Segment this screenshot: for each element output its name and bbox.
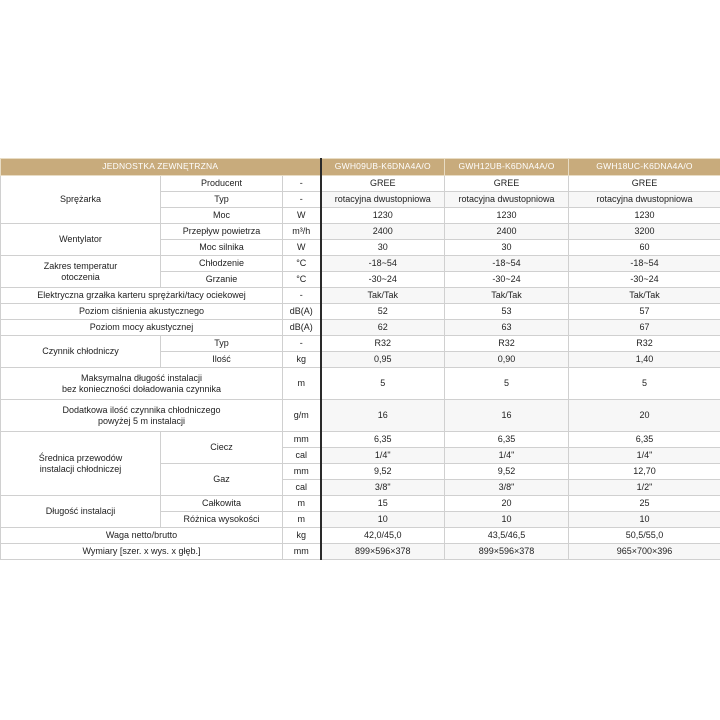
value-cell: 899×596×378 bbox=[321, 544, 445, 560]
value-cell: rotacyjna dwustopniowa bbox=[321, 192, 445, 208]
unit-cell: - bbox=[283, 288, 321, 304]
value-cell: 1230 bbox=[569, 208, 720, 224]
table-row bbox=[1, 368, 720, 400]
unit-cell: m bbox=[283, 496, 321, 512]
unit-cell: cal bbox=[283, 480, 321, 496]
param-label: Różnica wysokości bbox=[161, 512, 283, 528]
value-cell: 67 bbox=[569, 320, 720, 336]
table-row bbox=[1, 176, 720, 192]
value-cell: GREE bbox=[321, 176, 445, 192]
value-cell: 20 bbox=[569, 400, 720, 432]
value-cell: 1/4" bbox=[445, 448, 569, 464]
unit-cell: mm bbox=[283, 544, 321, 560]
unit-cell: dB(A) bbox=[283, 304, 321, 320]
value-cell: 5 bbox=[445, 368, 569, 400]
value-cell: 6,35 bbox=[321, 432, 445, 448]
row-group-label: Zakres temperatur otoczenia bbox=[1, 256, 161, 288]
row-label: Elektryczna grzałka karteru sprężarki/tacy ociekowej bbox=[1, 288, 283, 304]
value-cell: 63 bbox=[445, 320, 569, 336]
value-cell: 16 bbox=[321, 400, 445, 432]
value-cell: Tak/Tak bbox=[321, 288, 445, 304]
row-group-label: Średnica przewodów instalacji chłodniczej bbox=[1, 432, 161, 496]
table-row bbox=[1, 224, 720, 240]
table-row bbox=[1, 496, 720, 512]
unit-cell: °C bbox=[283, 256, 321, 272]
value-cell: -18~54 bbox=[321, 256, 445, 272]
unit-cell: mm bbox=[283, 432, 321, 448]
value-cell: -30~24 bbox=[569, 272, 720, 288]
value-cell: 50,5/55,0 bbox=[569, 528, 720, 544]
unit-cell: g/m bbox=[283, 400, 321, 432]
row-group-label: Sprężarka bbox=[1, 176, 161, 224]
unit-cell: W bbox=[283, 240, 321, 256]
value-cell: 30 bbox=[445, 240, 569, 256]
value-cell: 5 bbox=[569, 368, 720, 400]
unit-cell: - bbox=[283, 176, 321, 192]
value-cell: 5 bbox=[321, 368, 445, 400]
value-cell: 12,70 bbox=[569, 464, 720, 480]
table-row bbox=[1, 544, 720, 560]
value-cell: 3/8" bbox=[445, 480, 569, 496]
value-cell: 60 bbox=[569, 240, 720, 256]
unit-cell: m bbox=[283, 512, 321, 528]
model-header-3: GWH18UC-K6DNA4A/O bbox=[569, 159, 720, 176]
param-label: Ilość bbox=[161, 352, 283, 368]
value-cell: 1,40 bbox=[569, 352, 720, 368]
value-cell: 899×596×378 bbox=[445, 544, 569, 560]
unit-cell: - bbox=[283, 336, 321, 352]
table-row bbox=[1, 400, 720, 432]
row-label: Wymiary [szer. x wys. x głęb.] bbox=[1, 544, 283, 560]
param-label: Typ bbox=[161, 192, 283, 208]
param-label: Moc bbox=[161, 208, 283, 224]
value-cell: 52 bbox=[321, 304, 445, 320]
row-label: Dodatkowa ilość czynnika chłodniczego powyżej 5 m instalacji bbox=[1, 400, 283, 432]
model-header-2: GWH12UB-K6DNA4A/O bbox=[445, 159, 569, 176]
value-cell: 0,95 bbox=[321, 352, 445, 368]
value-cell: 1/2" bbox=[569, 480, 720, 496]
value-cell: 6,35 bbox=[445, 432, 569, 448]
value-cell: -30~24 bbox=[321, 272, 445, 288]
spec-table bbox=[0, 158, 720, 560]
value-cell: rotacyjna dwustopniowa bbox=[445, 192, 569, 208]
value-cell: GREE bbox=[445, 176, 569, 192]
header-row bbox=[1, 159, 720, 176]
value-cell: 3200 bbox=[569, 224, 720, 240]
value-cell: 1230 bbox=[445, 208, 569, 224]
param-label: Moc silnika bbox=[161, 240, 283, 256]
value-cell: -18~54 bbox=[569, 256, 720, 272]
param-label: Całkowita bbox=[161, 496, 283, 512]
param-label: Ciecz bbox=[161, 432, 283, 464]
group-header: JEDNOSTKA ZEWNĘTRZNA bbox=[1, 159, 321, 176]
param-label: Gaz bbox=[161, 464, 283, 496]
value-cell: 2400 bbox=[321, 224, 445, 240]
row-group-label: Wentylator bbox=[1, 224, 161, 256]
table-row bbox=[1, 304, 720, 320]
value-cell: 1/4" bbox=[569, 448, 720, 464]
value-cell: -30~24 bbox=[445, 272, 569, 288]
row-group-label: Czynnik chłodniczy bbox=[1, 336, 161, 368]
table-row bbox=[1, 432, 720, 448]
unit-cell: kg bbox=[283, 528, 321, 544]
unit-cell: mm bbox=[283, 464, 321, 480]
unit-cell: m bbox=[283, 368, 321, 400]
param-label: Producent bbox=[161, 176, 283, 192]
value-cell: 1/4" bbox=[321, 448, 445, 464]
value-cell: Tak/Tak bbox=[445, 288, 569, 304]
value-cell: R32 bbox=[321, 336, 445, 352]
value-cell: 25 bbox=[569, 496, 720, 512]
table-row bbox=[1, 528, 720, 544]
value-cell: 53 bbox=[445, 304, 569, 320]
value-cell: 42,0/45,0 bbox=[321, 528, 445, 544]
unit-cell: W bbox=[283, 208, 321, 224]
value-cell: 57 bbox=[569, 304, 720, 320]
unit-cell: °C bbox=[283, 272, 321, 288]
table-row bbox=[1, 256, 720, 272]
value-cell: 9,52 bbox=[445, 464, 569, 480]
row-label: Poziom mocy akustycznej bbox=[1, 320, 283, 336]
unit-cell: - bbox=[283, 192, 321, 208]
row-label: Poziom ciśnienia akustycznego bbox=[1, 304, 283, 320]
table-row bbox=[1, 320, 720, 336]
value-cell: 1230 bbox=[321, 208, 445, 224]
param-label: Grzanie bbox=[161, 272, 283, 288]
table-row bbox=[1, 288, 720, 304]
unit-cell: kg bbox=[283, 352, 321, 368]
value-cell: GREE bbox=[569, 176, 720, 192]
value-cell: 10 bbox=[569, 512, 720, 528]
value-cell: 15 bbox=[321, 496, 445, 512]
value-cell: R32 bbox=[445, 336, 569, 352]
unit-cell: dB(A) bbox=[283, 320, 321, 336]
model-header-1: GWH09UB-K6DNA4A/O bbox=[321, 159, 445, 176]
value-cell: 0,90 bbox=[445, 352, 569, 368]
value-cell: 10 bbox=[321, 512, 445, 528]
value-cell: 16 bbox=[445, 400, 569, 432]
value-cell: 965×700×396 bbox=[569, 544, 720, 560]
value-cell: 62 bbox=[321, 320, 445, 336]
value-cell: 2400 bbox=[445, 224, 569, 240]
row-label: Waga netto/brutto bbox=[1, 528, 283, 544]
unit-cell: cal bbox=[283, 448, 321, 464]
row-label: Maksymalna długość instalacji bez konieczności doładowania czynnika bbox=[1, 368, 283, 400]
param-label: Typ bbox=[161, 336, 283, 352]
row-group-label: Długość instalacji bbox=[1, 496, 161, 528]
param-label: Przepływ powietrza bbox=[161, 224, 283, 240]
value-cell: rotacyjna dwustopniowa bbox=[569, 192, 720, 208]
table-row bbox=[1, 336, 720, 352]
value-cell: 30 bbox=[321, 240, 445, 256]
value-cell: 6,35 bbox=[569, 432, 720, 448]
unit-cell: m³/h bbox=[283, 224, 321, 240]
param-label: Chłodzenie bbox=[161, 256, 283, 272]
value-cell: 3/8" bbox=[321, 480, 445, 496]
value-cell: R32 bbox=[569, 336, 720, 352]
value-cell: -18~54 bbox=[445, 256, 569, 272]
value-cell: 43,5/46,5 bbox=[445, 528, 569, 544]
value-cell: 9,52 bbox=[321, 464, 445, 480]
value-cell: 10 bbox=[445, 512, 569, 528]
value-cell: 20 bbox=[445, 496, 569, 512]
value-cell: Tak/Tak bbox=[569, 288, 720, 304]
